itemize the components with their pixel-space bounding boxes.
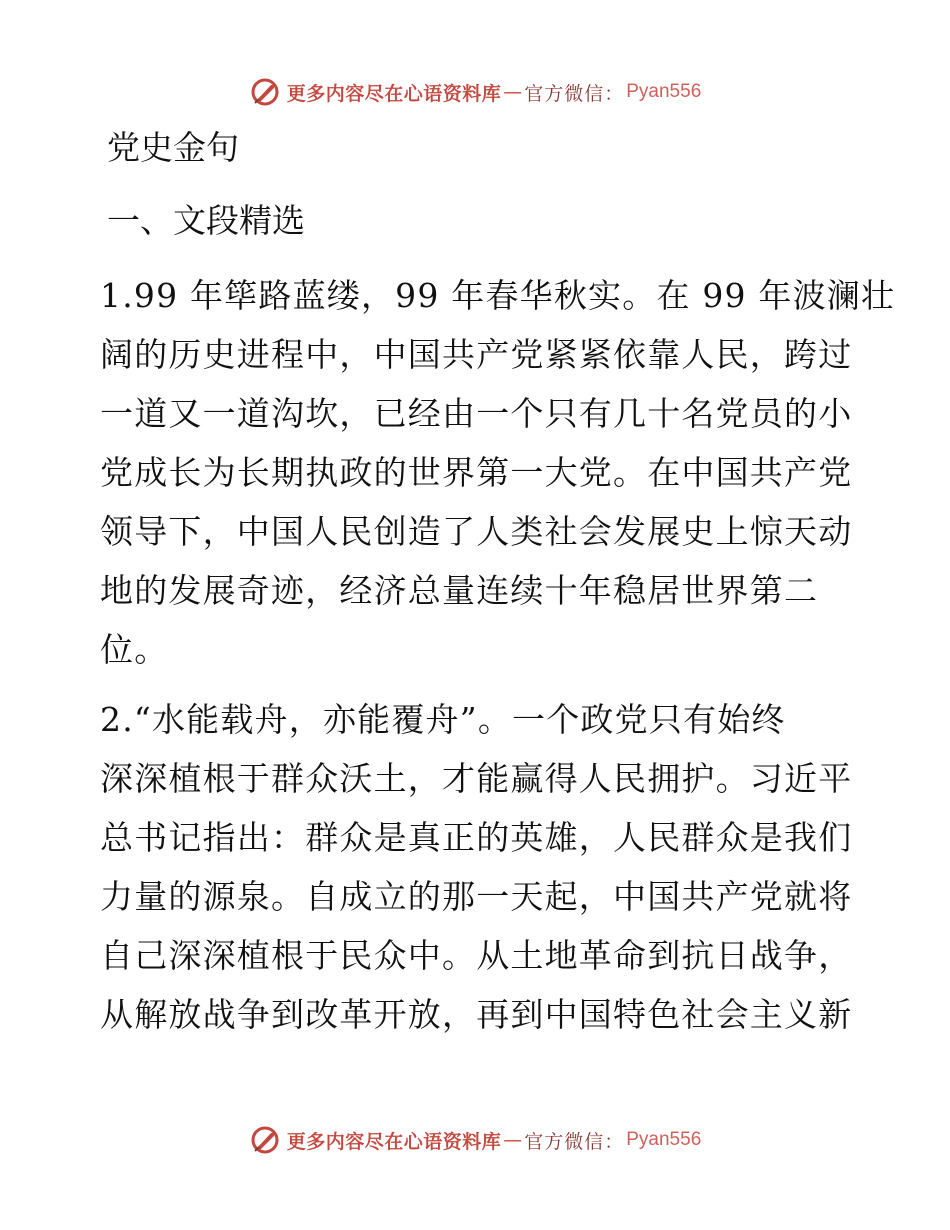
paragraph-line: 一道又一道沟坎，已经由一个只有几十名党员的小 [100, 394, 853, 433]
paragraph-line: 位。 [100, 630, 169, 669]
document-title: 党史金句 [107, 128, 239, 167]
watermark-header [0, 72, 950, 112]
watermark-main-text: 更多内容尽在心语资料库 [286, 1130, 502, 1153]
paragraph-line: 自己深深植根于民众中。从土地革命到抗日战争， [100, 936, 853, 975]
paragraph-line: 1.99 年筚路蓝缕，99 年春华秋实。在 99 年波澜壮 [100, 276, 896, 315]
paragraph-line: 领导下，中国人民创造了人类社会发展史上惊天动 [100, 512, 853, 551]
paragraph-1 [100, 266, 896, 679]
watermark-dash: — [503, 1129, 523, 1151]
paragraph-line: 阔的历史进程中，中国共产党紧紧依靠人民，跨过 [100, 335, 853, 374]
watermark-footer [0, 1120, 950, 1160]
watermark-wechat-id: Pyan556 [626, 1129, 702, 1150]
feather-pen-circle-icon [249, 76, 281, 108]
paragraph-line: 地的发展奇迹，经济总量连续十年稳居世界第二 [100, 571, 819, 610]
paragraph-line: 深深植根于群众沃土，才能赢得人民拥护。习近平 [100, 759, 853, 798]
paragraph-line: 党成长为长期执政的世界第一大党。在中国共产党 [100, 453, 853, 492]
paragraph-line: 力量的源泉。自成立的那一天起，中国共产党就将 [100, 877, 853, 916]
watermark-official-label: 官方微信： [524, 1130, 625, 1153]
paragraph-2 [100, 690, 855, 1044]
watermark-main-text: 更多内容尽在心语资料库 [286, 82, 502, 105]
watermark-official-label: 官方微信： [524, 82, 625, 105]
feather-pen-circle-icon [249, 1124, 281, 1156]
section-heading: 一、文段精选 [107, 201, 305, 240]
watermark-wechat-id: Pyan556 [626, 81, 702, 102]
watermark-dash: — [503, 81, 523, 103]
paragraph-line: 总书记指出：群众是真正的英雄，人民群众是我们 [100, 818, 853, 857]
paragraph-line: 2.“水能载舟，亦能覆舟”。一个政党只有始终 [100, 700, 786, 739]
paragraph-line: 从解放战争到改革开放，再到中国特色社会主义新 [100, 995, 853, 1034]
